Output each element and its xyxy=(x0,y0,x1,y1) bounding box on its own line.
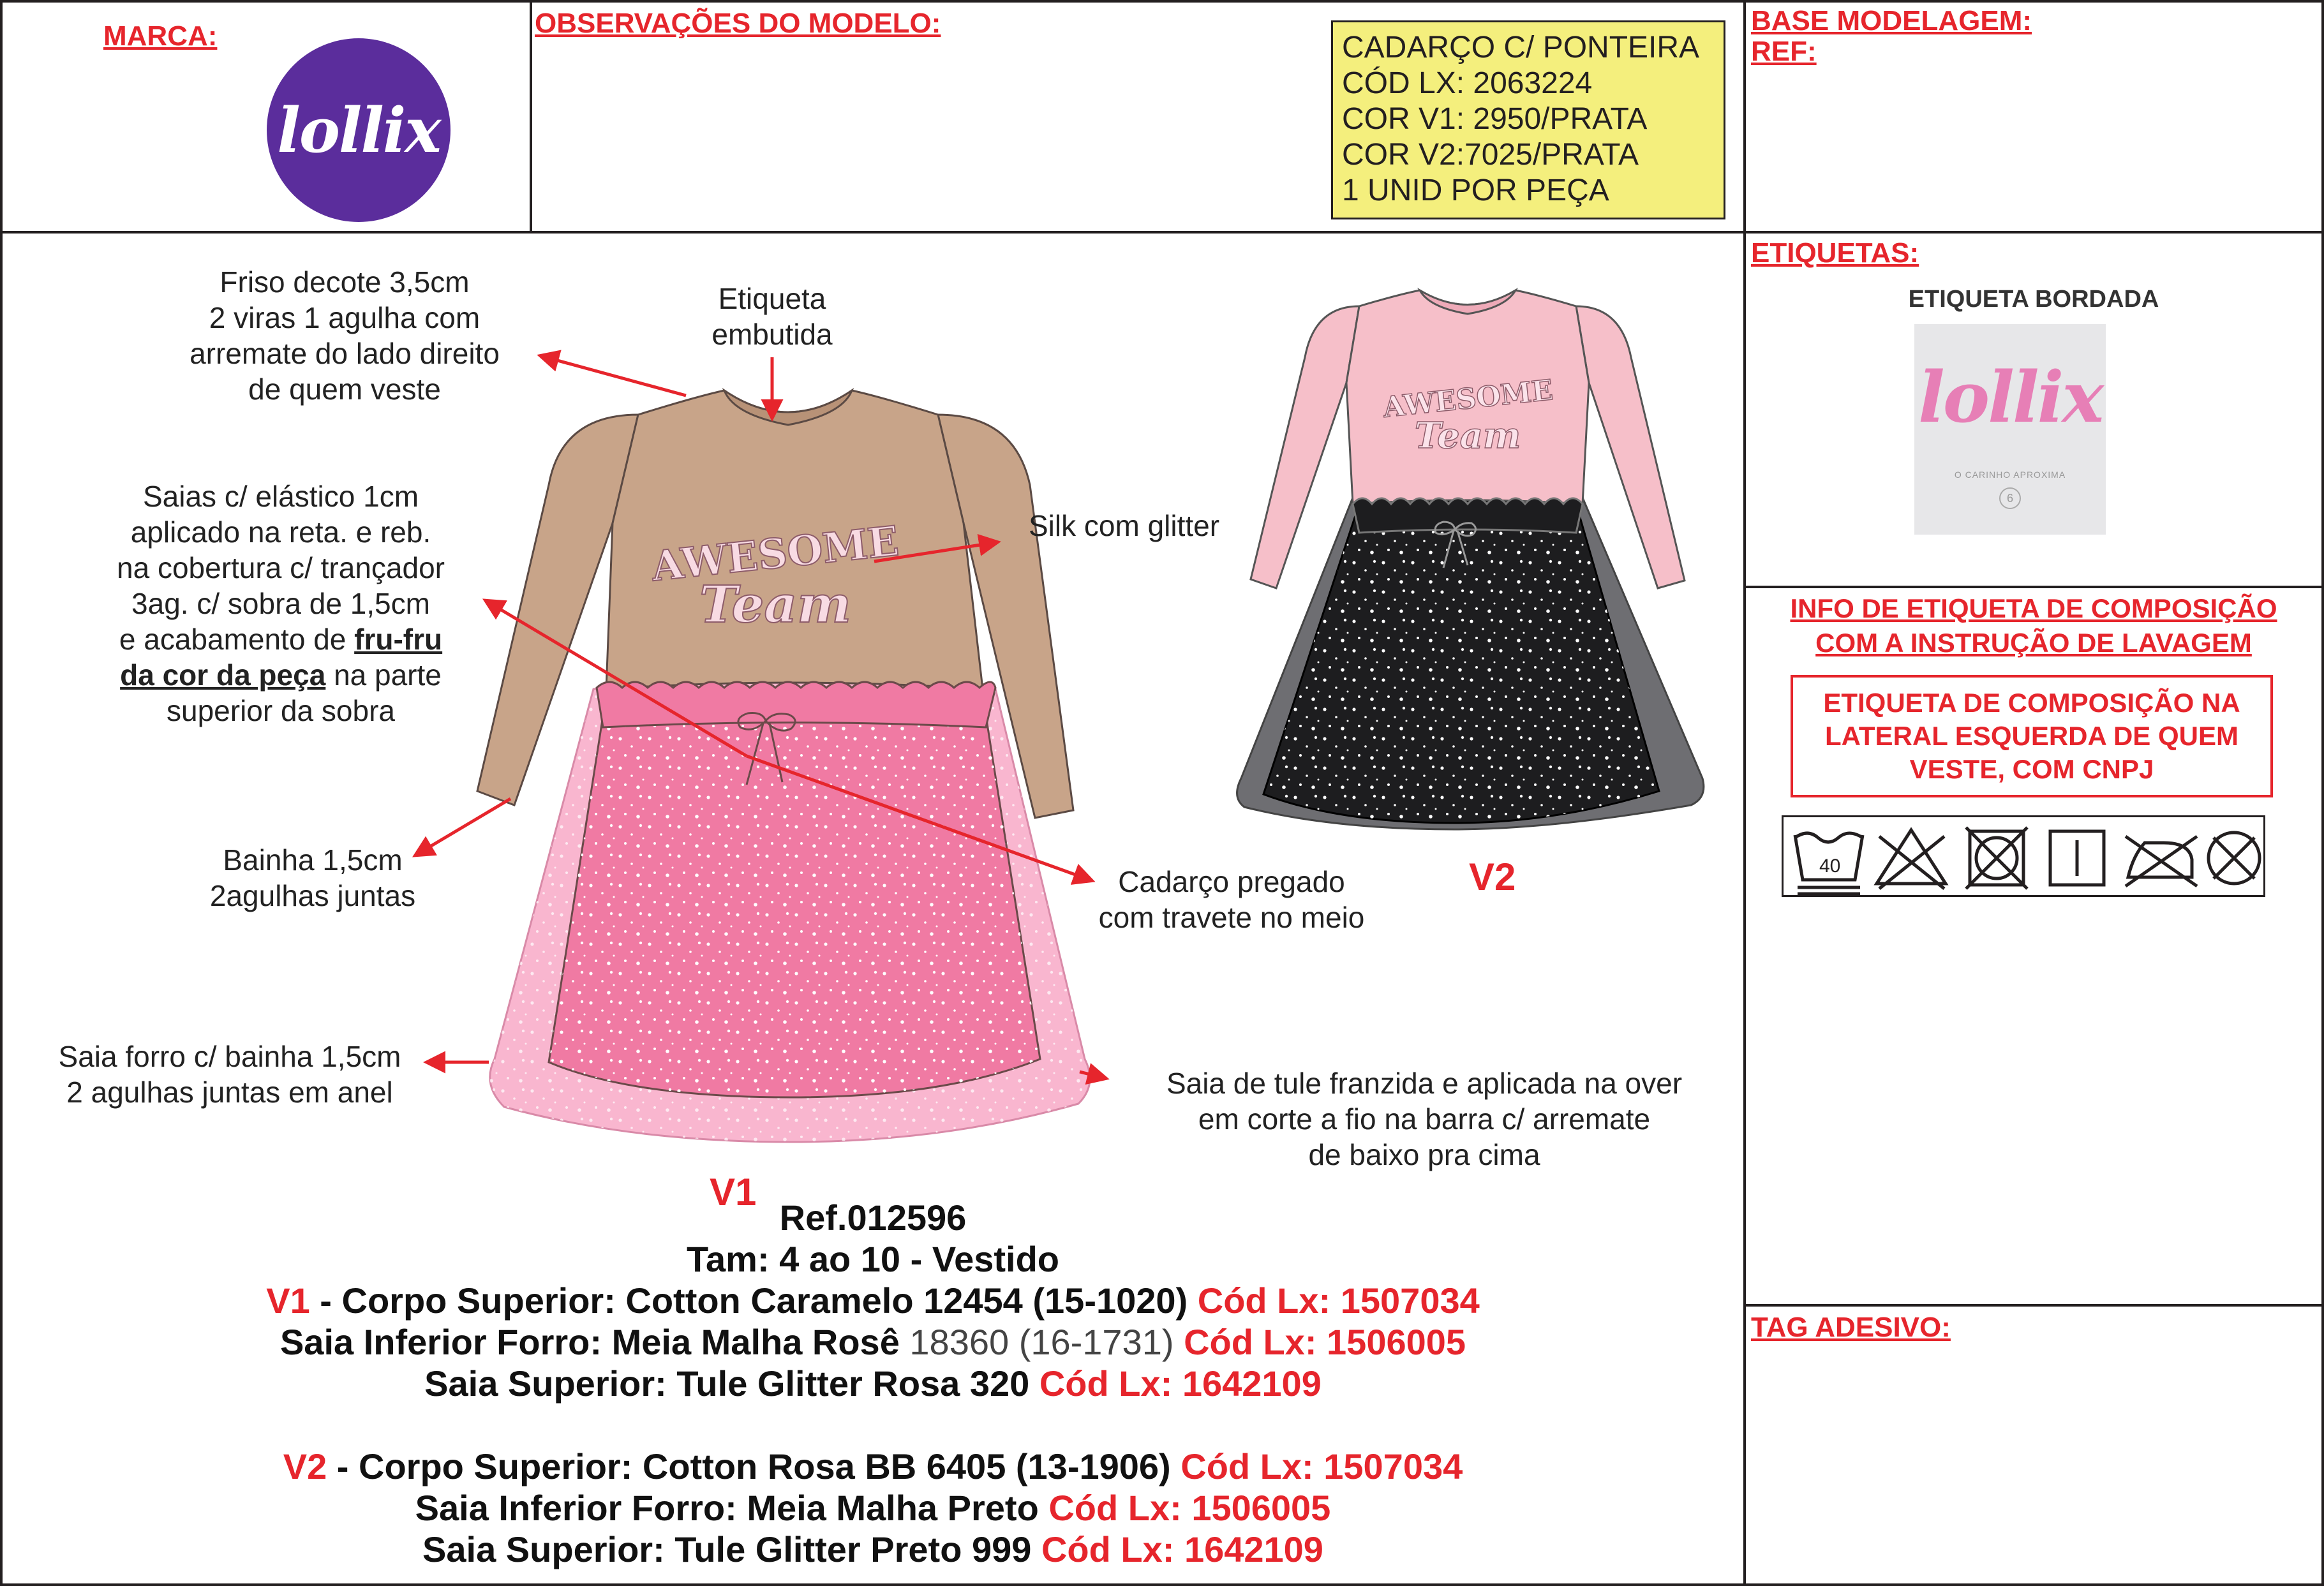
note-forro-2: 2 agulhas juntas em anel xyxy=(66,1076,393,1109)
note-bainha-1: Bainha 1,5cm xyxy=(223,843,403,877)
lace-line-1: CADARÇO C/ PONTEIRA xyxy=(1342,31,1700,64)
note-cadarco-1: Cadarço pregado xyxy=(1118,865,1345,898)
care-symbols-svg xyxy=(1784,817,2267,899)
lace-line-5: 1 UNID POR PEÇA xyxy=(1342,174,1609,207)
v2-label: V2 xyxy=(1469,856,1516,898)
composition-line-3: VESTE, COM CNPJ xyxy=(1909,754,2154,784)
composition-line-2: LATERAL ESQUERDA DE QUEM xyxy=(1825,721,2238,751)
note-cor-peca: da cor da peça xyxy=(120,658,326,692)
no-iron-icon xyxy=(2126,836,2197,886)
note-friso-3: arremate do lado direito xyxy=(190,337,500,370)
line-dry-icon xyxy=(2050,831,2104,885)
note-friso xyxy=(172,264,517,407)
sticker-tag-label: TAG ADESIVO: xyxy=(1751,1312,1951,1343)
composition-box xyxy=(1791,675,2273,797)
embroidered-label-image xyxy=(1914,324,2106,535)
note-etiqueta-1: Etiqueta xyxy=(718,282,826,315)
label-tagline: O CARINHO APROXIMA xyxy=(1954,470,2066,480)
spec-v2-lining: Saia Inferior Forro: Meia Malha Preto Cód Lx: 1506005 xyxy=(415,1488,1331,1528)
spec-size: Tam: 4 ao 10 - Vestido xyxy=(686,1239,1060,1279)
note-saias-7: superior da sobra xyxy=(167,694,395,727)
note-friso-4: de quem veste xyxy=(248,373,441,406)
note-friso-2: 2 viras 1 agulha com xyxy=(209,301,480,334)
spec-v2-body: V2 - Corpo Superior: Cotton Rosa BB 6405 (13-1906) Cód Lx: 1507034 xyxy=(283,1446,1463,1486)
note-etiqueta-2: embutida xyxy=(711,318,833,351)
embroidered-label-title: ETIQUETA BORDADA xyxy=(1908,286,2159,313)
spec-v2-top: Saia Superior: Tule Glitter Preto 999 Cód Lx: 1642109 xyxy=(422,1529,1323,1569)
care-symbols xyxy=(1782,815,2265,897)
spec-ref: Ref.012596 xyxy=(779,1197,967,1238)
note-saias-2: aplicado na reta. e reb. xyxy=(130,515,431,549)
note-saias-5: e acabamento de fru-fru xyxy=(119,623,443,656)
spec-v1-top: Saia Superior: Tule Glitter Rosa 320 Cód Lx: 1642109 xyxy=(424,1363,1322,1404)
v2-waistband xyxy=(1353,498,1583,533)
no-dry-clean-icon xyxy=(2209,833,2260,884)
note-fru-fru: fru-fru xyxy=(354,623,443,656)
composition-title-2: COM A INSTRUÇÃO DE LAVAGEM xyxy=(1815,628,2252,658)
sticker-tag-cell xyxy=(1743,1304,2324,1586)
wash-temp: 40 xyxy=(1819,856,1841,877)
lace-line-4: COR V2:7025/PRATA xyxy=(1342,138,1639,172)
note-tule-3: de baixo pra cima xyxy=(1308,1138,1540,1171)
v1-dress xyxy=(477,390,1090,1142)
v2-dress xyxy=(1237,290,1704,829)
note-bainha-2: 2agulhas juntas xyxy=(209,879,416,912)
v1-print-line1: AWESOME xyxy=(649,517,902,591)
label-size: 6 xyxy=(1999,487,2021,509)
ref-label: REF: xyxy=(1751,36,1817,67)
labels-title: ETIQUETAS: xyxy=(1751,237,1919,269)
v1-print-line2: Team xyxy=(699,574,851,634)
v2-print-line2: Team xyxy=(1414,415,1521,457)
label-logo-text: lollix xyxy=(1918,356,2103,438)
brand-logo-text: lollix xyxy=(277,94,440,167)
composition-title-1: INFO DE ETIQUETA DE COMPOSIÇÃO xyxy=(1790,593,2277,623)
composition-line-1: ETIQUETA DE COMPOSIÇÃO NA xyxy=(1823,688,2240,718)
observations-label: OBSERVAÇÕES DO MODELO: xyxy=(535,8,941,39)
note-tule xyxy=(1131,1065,1718,1173)
lace-line-3: COR V1: 2950/PRATA xyxy=(1342,102,1648,136)
arrow-friso xyxy=(541,356,686,396)
note-tule-2: em corte a fio na barra c/ arremate xyxy=(1198,1102,1651,1136)
note-saias-4: 3ag. c/ sobra de 1,5cm xyxy=(131,587,430,620)
spec-v1-lining: Saia Inferior Forro: Meia Malha Rosê 18360 (16-1731) Cód Lx: 1506005 xyxy=(279,1322,1466,1362)
base-modelagem-label: BASE MODELAGEM: xyxy=(1751,5,2032,36)
note-cadarco xyxy=(1085,864,1378,935)
v2-print-line1: AWESOME xyxy=(1382,374,1555,424)
no-bleach-icon xyxy=(1877,830,1946,889)
note-saias-1: Saias c/ elástico 1cm xyxy=(142,480,419,513)
brand-label: MARCA: xyxy=(103,20,218,52)
note-cadarco-2: com travete no meio xyxy=(1098,901,1365,934)
lace-line-2: CÓD LX: 2063224 xyxy=(1342,66,1593,100)
note-etiqueta xyxy=(676,281,868,352)
note-saias-6: da cor da peça na parte xyxy=(120,658,442,692)
note-tule-1: Saia de tule franzida e aplicada na over xyxy=(1166,1067,1683,1100)
no-tumble-dry-icon xyxy=(1966,827,2027,889)
note-saias-3: na cobertura c/ trançador xyxy=(117,551,445,584)
note-friso-1: Friso decote 3,5cm xyxy=(220,265,470,299)
v1-label: V1 xyxy=(710,1171,757,1213)
note-silk: Silk com glitter xyxy=(1029,509,1220,542)
note-forro-1: Saia forro c/ bainha 1,5cm xyxy=(58,1040,401,1073)
note-bainha xyxy=(191,842,434,914)
note-forro xyxy=(38,1039,421,1110)
spec-v1-body: V1 - Corpo Superior: Cotton Caramelo 12454 (15-1020) Cód Lx: 1507034 xyxy=(266,1280,1480,1321)
note-saias xyxy=(83,478,479,729)
v1-waistband xyxy=(597,682,995,727)
